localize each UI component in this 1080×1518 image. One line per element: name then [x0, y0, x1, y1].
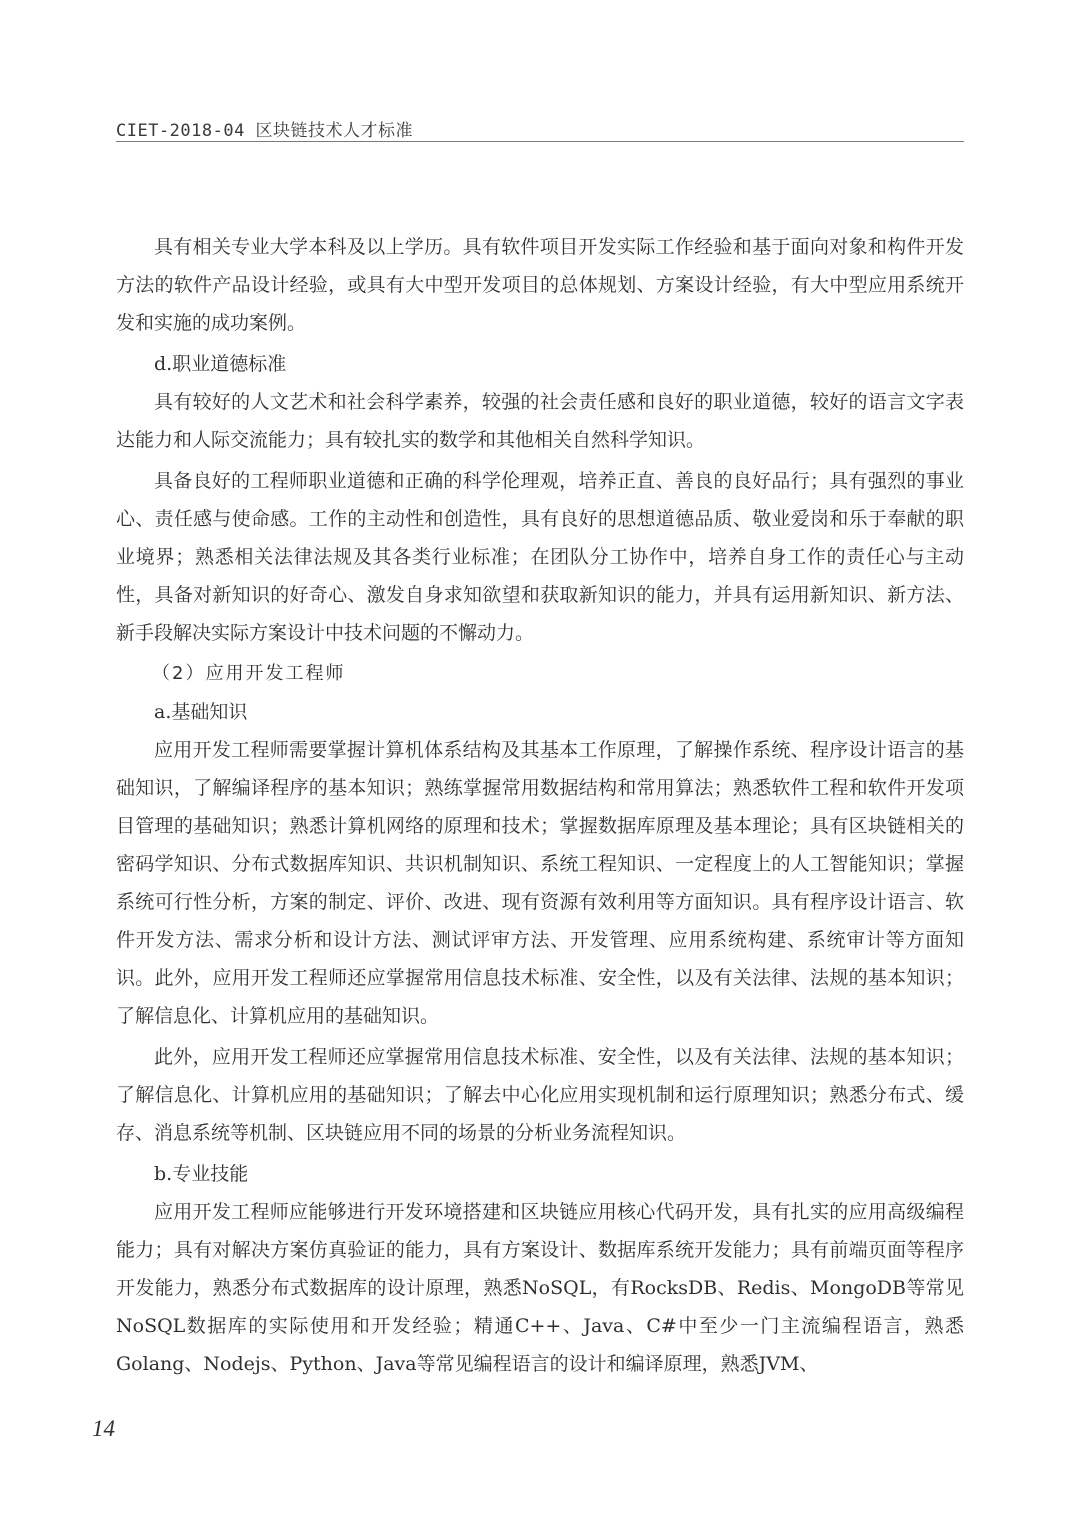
page-number: 14: [92, 1416, 115, 1441]
heading-basic-knowledge: a.基础知识: [154, 701, 248, 723]
paragraph-basic-knowledge-1: 应用开发工程师需要掌握计算机体系结构及其基本工作原理，了解操作系统、程序设计语言的基础知识，了解编译程序的基本知识；熟练掌握常用数据结构和常用算法；熟悉软件工程和软件开发项目管理的基础知识；熟悉计算机网络的原理和技术；掌握数据库原理及基本理论；具有区块链相关的密码学知识、分布式数据库知识、共识机制知识、系统工程知识、一定程度上的人工智能知识；掌握系统可行性分析，方案的制定、评价、改进、现有资源有效利用等方面知识。具有程序设计语言、软件开发方法、需求分析和设计方法、测试评审方法、开发管理、应用系统构建、系统审计等方面知识。此外，应用开发工程师还应掌握常用信息技术标准、安全性，以及有关法律、法规的基本知识；了解信息化、计算机应用的基础知识。: [116, 739, 964, 1027]
section-app-developer: （2）应用开发工程师: [152, 663, 346, 684]
header-divider: [116, 141, 964, 142]
heading-professional-skills: b.专业技能: [154, 1163, 249, 1185]
paragraph-basic-knowledge-2: 此外，应用开发工程师还应掌握常用信息技术标准、安全性，以及有关法律、法规的基本知识；了解信息化、计算机应用的基础知识；了解去中心化应用实现机制和运行原理知识；熟悉分布式、缓存、消息系统等机制、区块链应用不同的场景的分析业务流程知识。: [116, 1046, 964, 1144]
paragraph-professional-skills: 应用开发工程师应能够进行开发环境搭建和区块链应用核心代码开发，具有扎实的应用高级编程能力；具有对解决方案仿真验证的能力，具有方案设计、数据库系统开发能力；具有前端页面等程序开发能力，熟悉分布式数据库的设计原理，熟悉NoSQL，有RocksDB、Redis、MongoDB等常见NoSQL数据库的实际使用和开发经验；精通C++、Java、C#中至少一门主流编程语言，熟悉Golang、Nodejs、Python、Java等常见编程语言的设计和编译原理，熟悉JVM、: [116, 1201, 964, 1375]
heading-professional-ethics: d.职业道德标准: [154, 353, 287, 375]
paragraph-qualifications: 具有相关专业大学本科及以上学历。具有软件项目开发实际工作经验和基于面向对象和构件开发方法的软件产品设计经验，或具有大中型开发项目的总体规划、方案设计经验，有大中型应用系统开发和实施的成功案例。: [116, 236, 964, 334]
running-header: CIET-2018-04 区块链技术人才标准: [116, 121, 414, 141]
page-body: [116, 228, 964, 1383]
paragraph-ethics-2: 具备良好的工程师职业道德和正确的科学伦理观，培养正直、善良的良好品行；具有强烈的事业心、责任感与使命感。工作的主动性和创造性，具有良好的思想道德品质、敬业爱岗和乐于奉献的职业境界；熟悉相关法律法规及其各类行业标准；在团队分工协作中，培养自身工作的责任心与主动性，具备对新知识的好奇心、激发自身求知欲望和获取新知识的能力，并具有运用新知识、新方法、新手段解决实际方案设计中技术问题的不懈动力。: [116, 470, 964, 644]
paragraph-ethics-1: 具有较好的人文艺术和社会科学素养，较强的社会责任感和良好的职业道德，较好的语言文字表达能力和人际交流能力；具有较扎实的数学和其他相关自然科学知识。: [116, 391, 964, 451]
